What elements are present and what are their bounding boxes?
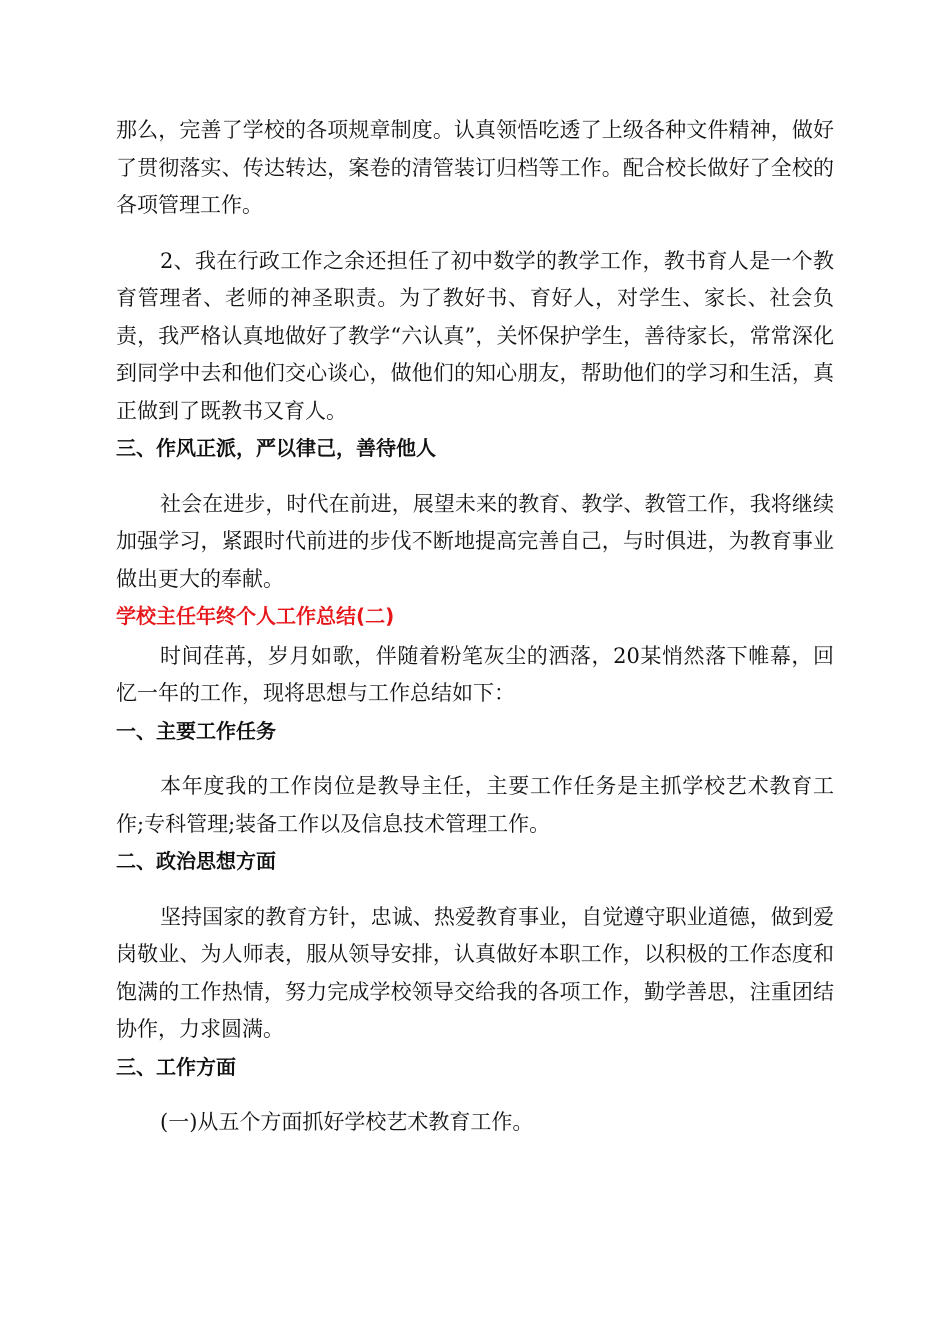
paragraph-introduction: 时间荏苒，岁月如歌，伴随着粉笔灰尘的洒落，20某悄然落下帷幕，回忆一年的工作，现将思想与工作总结如下： — [116, 643, 834, 705]
paragraph-teaching-work: 2、我在行政工作之余还担任了初中数学的教学工作，教书育人是一个教育管理者、老师的神圣职责。为了教好书、育好人，对学生、家长、社会负责，我严格认真地做好了教学“六认真”，关怀保护学生，善待家长，常常深化到同学中去和他们交心谈心，做他们的知心朋友，帮助他们的学习和生活，真正做到了既教书又育人。 — [116, 248, 834, 423]
paragraph-political-thought: 坚持国家的教育方针，忠诚、热爱教育事业，自觉遵守职业道德，做到爱岗敬业、为人师表，服从领导安排，认真做好本职工作，以积极的工作态度和饱满的工作热情，努力完成学校领导交给我的各项工作，勤学善思，注重团结协作，力求圆满。 — [116, 904, 834, 1041]
document-page — [116, 112, 834, 1142]
paragraph-management-work: 那么，完善了学校的各项规章制度。认真领悟吃透了上级各种文件精神，做好了贯彻落实、传达转达，案卷的清管装订归档等工作。配合校长做好了全校的各项管理工作。 — [116, 118, 834, 217]
section-heading-political-thought: 二、政治思想方面 — [116, 849, 276, 873]
paragraph-future-outlook: 社会在进步，时代在前进，展望未来的教育、教学、教管工作，我将继续加强学习，紧跟时代前进的步伐不断地提高完善自己，与时俱进，为教育事业做出更大的奉献。 — [116, 491, 834, 591]
paragraph-main-tasks: 本年度我的工作岗位是教导主任，主要工作任务是主抓学校艺术教育工作;专科管理;装备工作以及信息技术管理工作。 — [116, 774, 834, 836]
section-heading-conduct: 三、作风正派，严以律己，善待他人 — [116, 436, 436, 460]
section-heading-work-aspects: 三、工作方面 — [116, 1054, 236, 1079]
paragraph-art-education: (一)从五个方面抓好学校艺术教育工作。 — [160, 1110, 534, 1134]
section-heading-main-tasks: 一、主要工作任务 — [116, 718, 276, 743]
document-title-part-two: 学校主任年终个人工作总结(二) — [116, 604, 395, 628]
